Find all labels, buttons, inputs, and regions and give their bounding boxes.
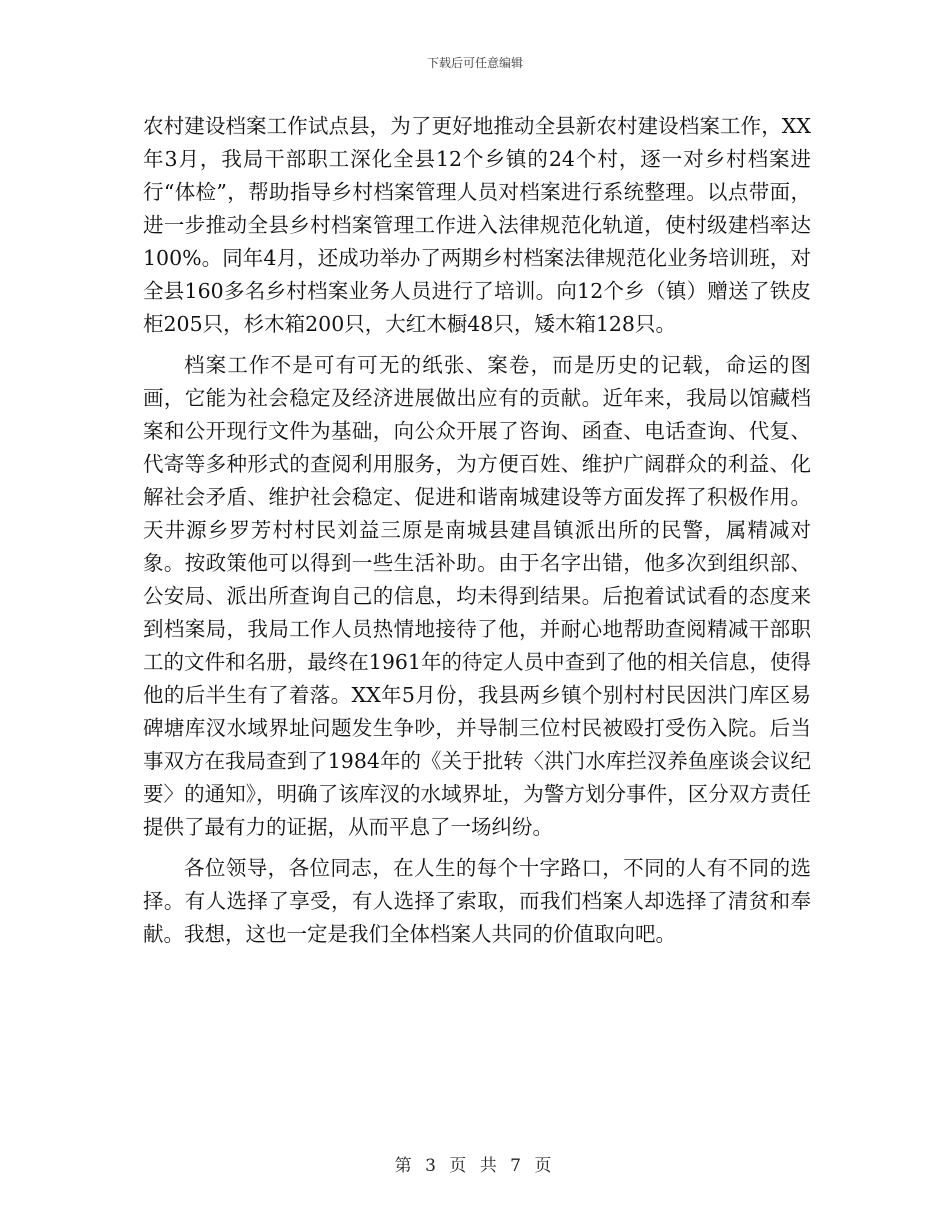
document-body (143, 110, 811, 959)
paragraph-archive-services: 档案工作不是可有可无的纸张、案卷，而是历史的记载，命运的图画，它能为社会稳定及经济进展做出应有的贡献。近年来，我局以馆藏档案和公开现行文件为基础，向公众开展了咨询、函查、电话查询、代复、代寄等多种形式的查阅利用服务，为方便百姓、维护广阔群众的利益、化解社会矛盾、维护社会稳定、促进和谐南城建设等方面发挥了积极作用。天井源乡罗芳村村民刘益三原是南城县建昌镇派出所的民警，属精减对象。按政策他可以得到一些生活补助。由于名字出错，他多次到组织部、公安局、派出所查询自己的信息，均未得到结果。后抱着试试看的态度来到档案局，我局工作人员热情地接待了他，并耐心地帮助查阅精减干部职工的文件和名册，最终在1961年的待定人员中查到了他的相关信息，使得他的后半生有了着落。XX年5月份，我县两乡镇个别村村民因洪门库区易碑塘库汊水域界址问题发生争吵，并导制三位村民被殴打受伤入院。后当事双方在我局查到了1984年的《关于批转〈洪门水库拦汊养鱼座谈会议纪要〉的通知》，明确了该库汊的水域界址，为警方划分事件，区分双方责任提供了最有力的证据，从而平息了一场纠纷。 (143, 353, 811, 839)
page-number: 第 3 页 共 7 页 (394, 1156, 556, 1176)
page-header-note: 下载后可任意编辑 (426, 56, 523, 70)
paragraph-continuation: 农村建设档案工作试点县，为了更好地推动全县新农村建设档案工作，XX年3月，我局干部职工深化全县12个乡镇的24个村，逐一对乡村档案进行“体检”，帮助指导乡村档案管理人员对档案进行系统整理。以点带面，进一步推动全县乡村档案管理工作进入法律规范化轨道，使村级建档率达100%。同年4月，还成功举办了两期乡村档案法律规范化业务培训班，对全县160多名乡村档案业务人员进行了培训。向12个乡（镇）赠送了铁皮柜205只，杉木箱200只，大红木橱48只，矮木箱128只。 (143, 114, 811, 336)
paragraph-closing: 各位领导，各位同志，在人生的每个十字路口，不同的人有不同的选择。有人选择了享受，有人选择了索取，而我们档案人却选择了清贫和奉献。我想，这也一定是我们全体档案人共同的价值取向吧。 (143, 856, 811, 946)
